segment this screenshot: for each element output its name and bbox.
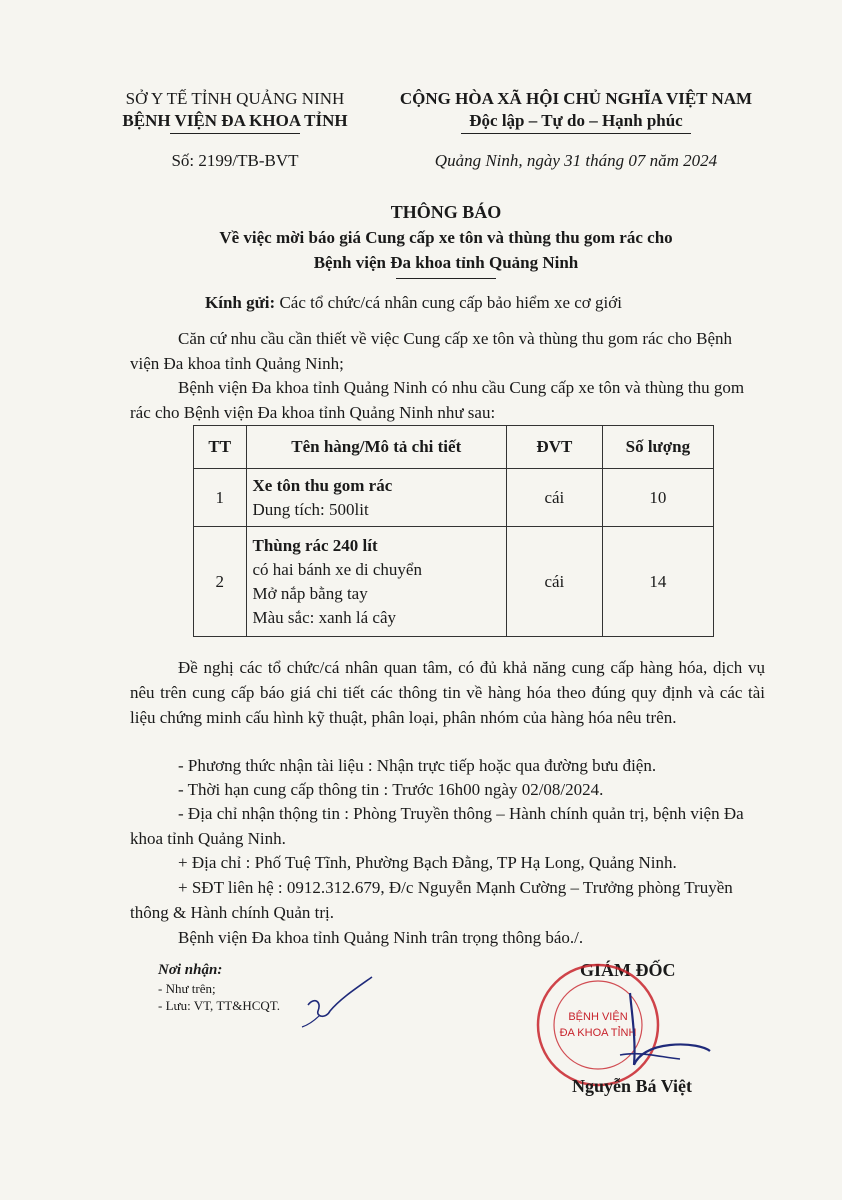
bullet-deadline: - Thời hạn cung cấp thông tin : Trước 16h00 ngày 02/08/2024. xyxy=(178,780,604,799)
recipient-item: - Như trên; xyxy=(158,981,216,996)
doc-subject-line1: Về việc mời báo giá Cung cấp xe tôn và thùng thu gom rác cho xyxy=(219,228,673,247)
initial-signature-icon xyxy=(300,975,380,1035)
closing-line: Bệnh viện Đa khoa tỉnh Quảng Ninh trân trọng thông báo./. xyxy=(178,928,584,947)
cell-qty: 10 xyxy=(602,469,713,527)
stamp-line2: ĐA KHOA TỈNH xyxy=(559,1027,637,1039)
item-detail: Mở nắp bằng tay xyxy=(252,583,368,603)
item-detail: Màu sắc: xanh lá cây xyxy=(252,607,396,627)
cell-tt: 1 xyxy=(194,469,247,527)
title-block xyxy=(90,200,802,279)
doc-date: Quảng Ninh, ngày 31 tháng 07 năm 2024 xyxy=(434,151,718,170)
signer-title: GIÁM ĐỐC xyxy=(580,960,676,980)
col-header-name: Tên hàng/Mô tả chi tiết xyxy=(246,426,507,469)
cell-unit: cái xyxy=(507,527,603,637)
table-row xyxy=(194,527,714,637)
cell-tt: 2 xyxy=(194,527,247,637)
bullet-address: + Địa chỉ : Phố Tuệ Tĩnh, Phường Bạch Đằng, TP Hạ Long, Quảng Ninh. xyxy=(178,853,677,872)
cell-unit: cái xyxy=(507,469,603,527)
recipient-line xyxy=(205,290,765,315)
nation-block xyxy=(378,88,774,172)
bullet-method: - Phương thức nhận tài liệu : Nhận trực tiếp hoặc qua đường bưu điện. xyxy=(178,756,657,775)
director-signature-icon xyxy=(560,985,720,1085)
items-table xyxy=(193,425,714,637)
stamp-line1: BỆNH VIỆN xyxy=(568,1011,628,1023)
item-detail: Dung tích: 500lit xyxy=(252,499,369,519)
col-header-qty: Số lượng xyxy=(602,426,713,469)
nation-title: CỘNG HÒA XÃ HỘI CHỦ NGHĨA VIỆT NAM xyxy=(399,89,753,108)
motto-underline xyxy=(461,133,691,134)
recipients-label: Nơi nhận: xyxy=(158,962,223,978)
bullet-address-dept: - Địa chỉ nhận thộng tin : Phòng Truyền thông – Hành chính quản trị, bệnh viện Đa khoa tỉnh Quảng Ninh. xyxy=(130,804,744,848)
item-name: Thùng rác 240 lít xyxy=(252,535,378,555)
body-paragraph: Đề nghị các tổ chức/cá nhân quan tâm, có đủ khả năng cung cấp hàng hóa, dịch vụ nêu trên cung cấp báo giá chi tiết các thông tin về hàng hóa theo đúng quy định và các tài liệu chứng minh cấu hình kỹ thuật, phân loại, phân nhóm của hàng hóa nêu trên. xyxy=(130,658,765,727)
table-header-row xyxy=(194,426,714,469)
item-detail: có hai bánh xe di chuyển xyxy=(252,559,422,579)
doc-title: THÔNG BÁO xyxy=(390,202,502,222)
signer-name: Nguyễn Bá Việt xyxy=(572,1076,693,1096)
item-name: Xe tôn thu gom rác xyxy=(252,475,393,495)
table-row xyxy=(194,469,714,527)
org-line2: BỆNH VIỆN ĐA KHOA TỈNH xyxy=(122,111,348,130)
recipient-item: - Lưu: VT, TT&HCQT. xyxy=(158,998,280,1013)
intro-paragraph-2: Bệnh viện Đa khoa tỉnh Quảng Ninh có nhu cầu Cung cấp xe tôn và thùng thu gom rác cho Bệnh viện Đa khoa tỉnh Quảng Ninh như sau: xyxy=(130,378,745,422)
org-line1: SỞ Y TẾ TỈNH QUẢNG NINH xyxy=(125,89,345,108)
recipient-text: Các tổ chức/cá nhân cung cấp bảo hiểm xe cơ giới xyxy=(279,293,622,312)
doc-subject-line2: Bệnh viện Đa khoa tỉnh Quảng Ninh xyxy=(313,253,579,272)
recipient-label: Kính gửi: xyxy=(205,293,276,312)
cell-description xyxy=(246,469,507,527)
doc-number: Số: 2199/TB-BVT xyxy=(171,151,299,170)
org-block xyxy=(100,88,370,172)
bullet-contact: + SĐT liên hệ : 0912.312.679, Đ/c Nguyễn Mạnh Cường – Trưởng phòng Truyền thông & Hành chính Quản trị. xyxy=(130,878,733,922)
title-underline xyxy=(396,278,496,279)
col-header-unit: ĐVT xyxy=(507,426,603,469)
cell-qty: 14 xyxy=(602,527,713,637)
motto: Độc lập – Tự do – Hạnh phúc xyxy=(469,111,683,130)
cell-description xyxy=(246,527,507,637)
intro-paragraph-1: Căn cứ nhu cầu cần thiết về việc Cung cấp xe tôn và thùng thu gom rác cho Bệnh viện Đa khoa tỉnh Quảng Ninh; xyxy=(130,329,732,373)
org-underline xyxy=(170,133,300,134)
col-header-tt: TT xyxy=(194,426,247,469)
